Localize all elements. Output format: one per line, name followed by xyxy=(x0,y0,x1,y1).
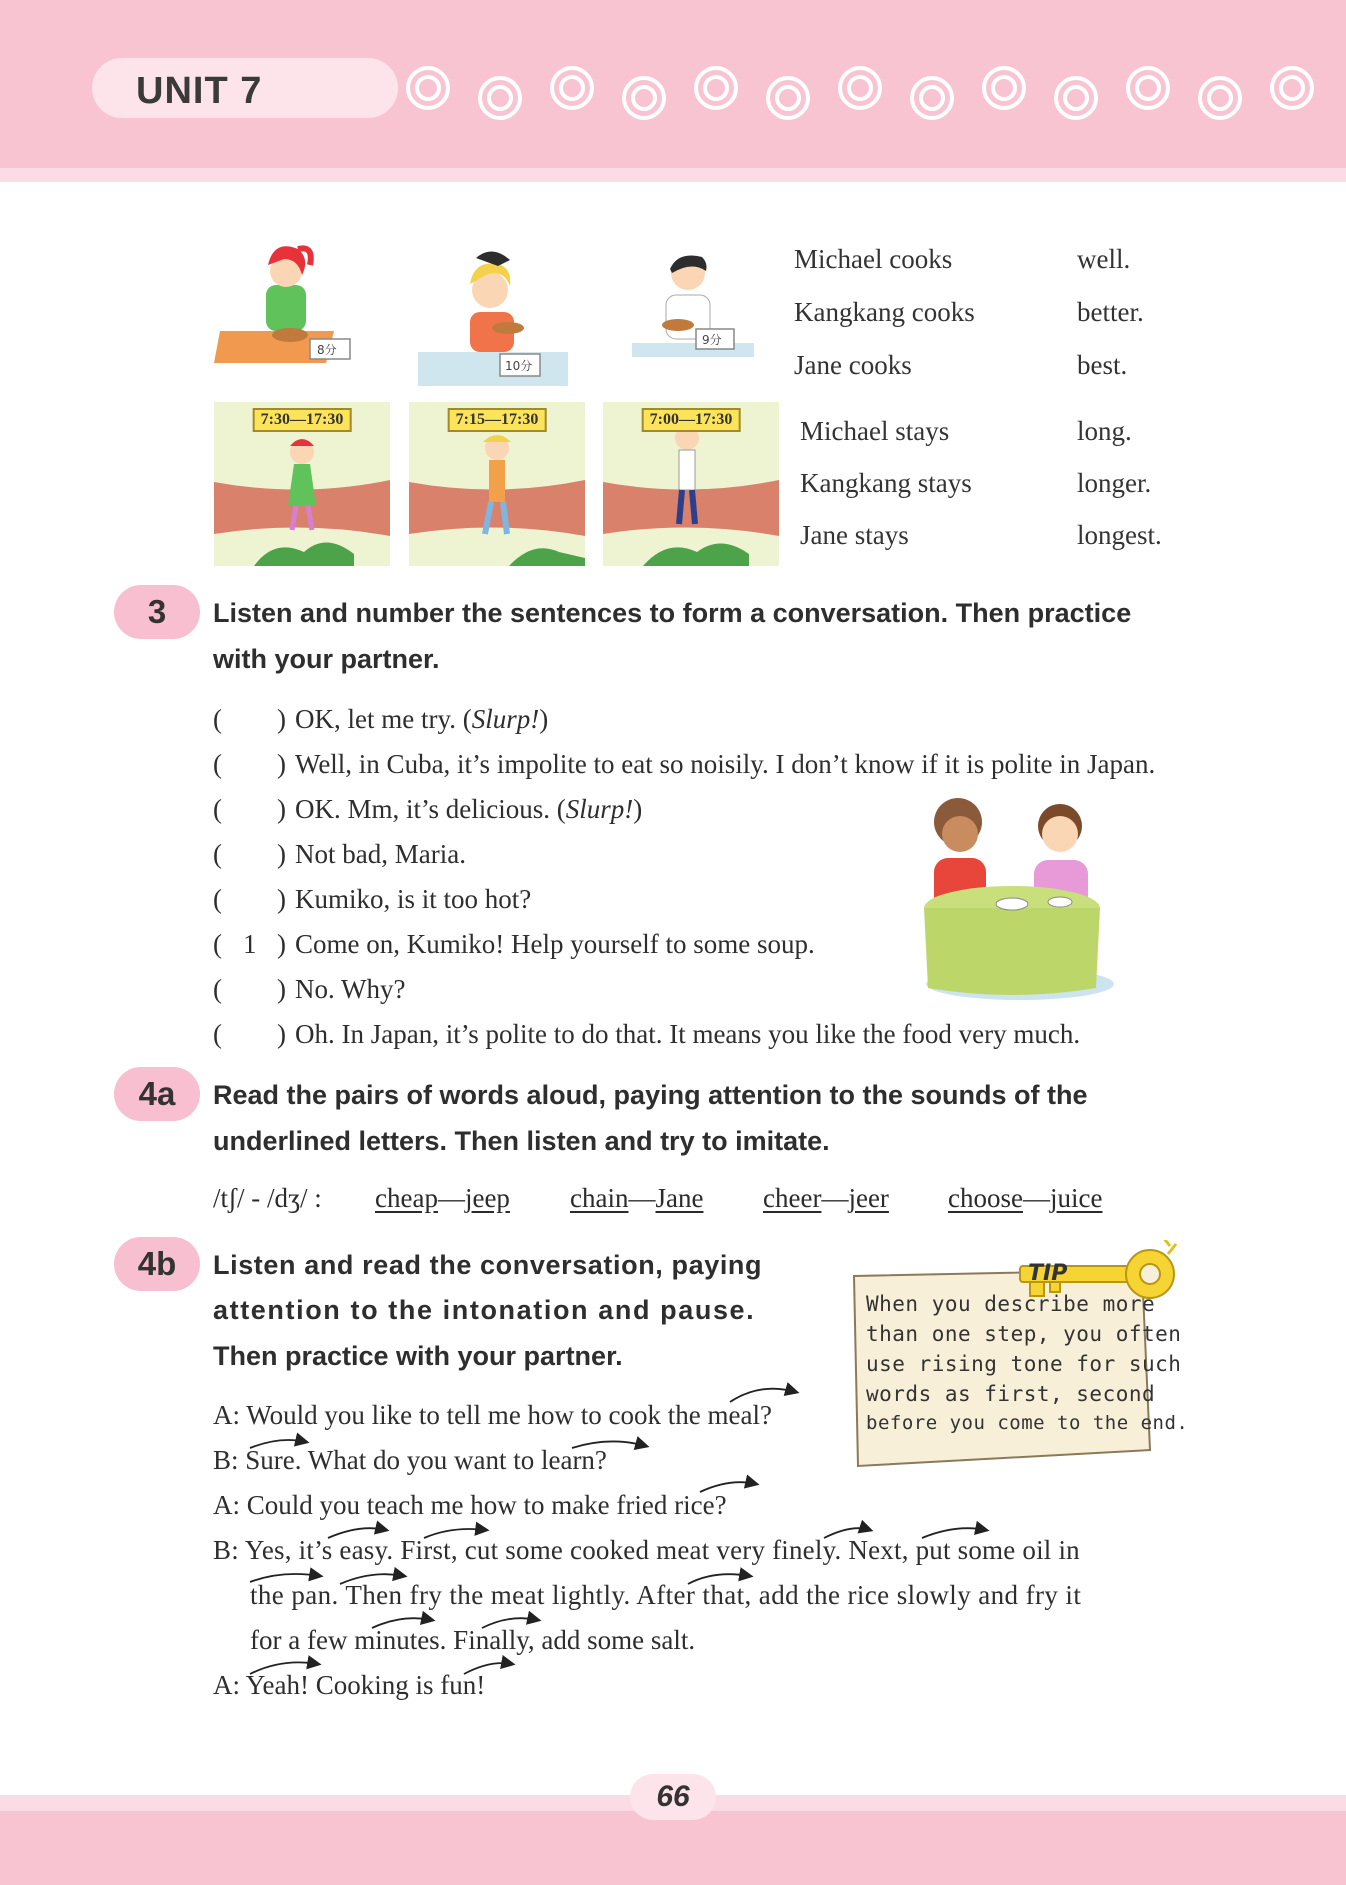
conversation-item-4: ( ) Not bad, Maria. xyxy=(213,839,466,869)
item-text-7: No. Why? xyxy=(295,974,406,1004)
word-chain: chain xyxy=(570,1183,629,1213)
dialogue-line-3: A: Could you teach me how to make fried rice? xyxy=(213,1490,727,1520)
conversation-item-8: ( ) Oh. In Japan, it’s polite to do that. It means you like the food very much. xyxy=(213,1019,1081,1049)
item-text-6: Come on, Kumiko! Help yourself to some soup. xyxy=(295,929,815,959)
slurp-italic: Slurp! xyxy=(471,704,540,734)
word-jeep: jeep xyxy=(464,1183,510,1213)
jane-walking-picture xyxy=(214,402,390,566)
jane-cooking-picture xyxy=(214,235,368,365)
cook-adverb-1: well. xyxy=(1077,244,1131,274)
word-pair-2: chain—Jane xyxy=(570,1183,704,1213)
item-text-8: Oh. In Japan, it’s polite to do that. It means you like the food very much. xyxy=(295,1019,1081,1049)
section-4b-instruction-line-1: Listen and read the conversation, paying xyxy=(213,1250,763,1280)
cook-subject-3: Jane cooks xyxy=(794,350,912,380)
stay-subject-1: Michael stays xyxy=(800,416,950,446)
item-text-4: Not bad, Maria. xyxy=(295,839,466,869)
dialogue-line-7: A: Yeah! Cooking is fun! xyxy=(213,1670,486,1700)
decorative-rings xyxy=(402,60,1346,124)
item-text-1: OK, let me try. (Slurp!) xyxy=(295,704,549,734)
dialogue-line-6: for a few minutes. Finally, add some salt. xyxy=(250,1625,696,1655)
page-number: 66 xyxy=(630,1774,716,1820)
tip-line-5: before you come to the end. xyxy=(866,1412,1189,1434)
conversation-item-6: ( 1 ) Come on, Kumiko! Help yourself to some soup. xyxy=(213,929,815,959)
tip-label: TIP xyxy=(1028,1261,1068,1286)
cook-subject-1: Michael cooks xyxy=(794,244,953,274)
unit-title: UNIT 7 xyxy=(136,70,263,112)
section-4a-instruction-line-1: Read the pairs of words aloud, paying attention to the sounds of the xyxy=(213,1080,1088,1110)
stay-subject-3: Jane stays xyxy=(800,520,909,550)
word-jeer: jeer xyxy=(848,1183,889,1213)
stay-subject-2: Kangkang stays xyxy=(800,468,972,498)
slurp-italic: Slurp! xyxy=(565,794,634,824)
header-divider xyxy=(0,168,1346,182)
cook-adverb-3: best. xyxy=(1077,350,1128,380)
conversation-item-3: ( ) OK. Mm, it’s delicious. (Slurp!) xyxy=(213,794,643,824)
word-cheap: cheap xyxy=(375,1183,438,1213)
dialogue-line-2: B: Sure. What do you want to learn? xyxy=(213,1445,607,1475)
phonetic-symbols: /tʃ/ - /dʒ/ : xyxy=(213,1183,322,1213)
score-label-3: 9分 xyxy=(702,333,722,347)
page-footer xyxy=(0,1811,1346,1885)
word-pair-3: cheer—jeer xyxy=(763,1183,889,1213)
tip-line-4: words as first, second xyxy=(866,1382,1156,1406)
girls-at-table-picture xyxy=(900,788,1116,1010)
section-4b-badge: 4b xyxy=(114,1237,200,1291)
word-choose: choose xyxy=(948,1183,1023,1213)
section-3-instruction-line-1: Listen and number the sentences to form a conversation. Then practice xyxy=(213,598,1132,628)
cook-subject-2: Kangkang cooks xyxy=(794,297,975,327)
tip-line-3: use rising tone for such xyxy=(866,1352,1182,1376)
word-pair-1: cheap—jeep xyxy=(375,1183,510,1213)
item-text-3: OK. Mm, it’s delicious. (Slurp!) xyxy=(295,794,643,824)
michael-walking-picture xyxy=(603,402,779,566)
stay-adverb-3: longest. xyxy=(1077,520,1162,550)
section-4b-instruction-line-2: attention to the intonation and pause. xyxy=(213,1295,756,1325)
word-jane: Jane xyxy=(655,1183,704,1213)
word-cheer: cheer xyxy=(763,1183,822,1213)
kangkang-cooking-picture xyxy=(418,240,568,388)
time-tag-3: 7:00—17:30 xyxy=(642,408,741,432)
dialogue-line-1: A: Would you like to tell me how to cook the meal? xyxy=(213,1400,772,1430)
score-label-1: 8分 xyxy=(317,343,337,357)
dialogue-line-4: B: Yes, it’s easy. First, cut some cooked meat very finely. Next, put some oil in xyxy=(213,1535,1080,1565)
conversation-item-2: ( ) Well, in Cuba, it’s impolite to eat so noisily. I don’t know if it is polite in Japan. xyxy=(213,749,1156,779)
item-text-5: Kumiko, is it too hot? xyxy=(295,884,532,914)
time-tag-1: 7:30—17:30 xyxy=(253,408,352,432)
kangkang-walking-picture xyxy=(409,402,585,566)
score-label-2: 10分 xyxy=(505,359,533,373)
section-3-badge: 3 xyxy=(114,585,200,639)
tip-note xyxy=(850,1240,1189,1478)
dialogue-line-5: the pan. Then fry the meat lightly. After that, add the rice slowly and fry it xyxy=(250,1580,1082,1610)
section-4a-instruction-line-2: underlined letters. Then listen and try to imitate. xyxy=(213,1126,830,1156)
conversation-item-5: ( ) Kumiko, is it too hot? xyxy=(213,884,532,914)
stay-adverb-1: long. xyxy=(1077,416,1132,446)
tip-line-1: When you describe more xyxy=(866,1292,1156,1316)
tip-line-2: than one step, you often xyxy=(866,1322,1182,1346)
conversation-item-1: ( ) OK, let me try. (Slurp!) xyxy=(213,704,549,734)
time-tag-2: 7:15—17:30 xyxy=(448,408,547,432)
section-4a-badge: 4a xyxy=(114,1067,200,1121)
item-number-6[interactable]: 1 xyxy=(243,929,257,959)
item-text-2: Well, in Cuba, it’s impolite to eat so noisily. I don’t know if it is polite in Japan. xyxy=(295,749,1156,779)
stay-adverb-2: longer. xyxy=(1077,468,1152,498)
conversation-item-7: ( ) No. Why? xyxy=(213,974,406,1004)
cook-adverb-2: better. xyxy=(1077,297,1144,327)
section-3-instruction-line-2: with your partner. xyxy=(213,644,440,674)
word-pair-4: choose—juice xyxy=(948,1183,1103,1213)
michael-cooking-picture xyxy=(632,245,754,357)
word-juice: juice xyxy=(1049,1183,1103,1213)
section-4b-instruction-line-3: Then practice with your partner. xyxy=(213,1341,623,1371)
